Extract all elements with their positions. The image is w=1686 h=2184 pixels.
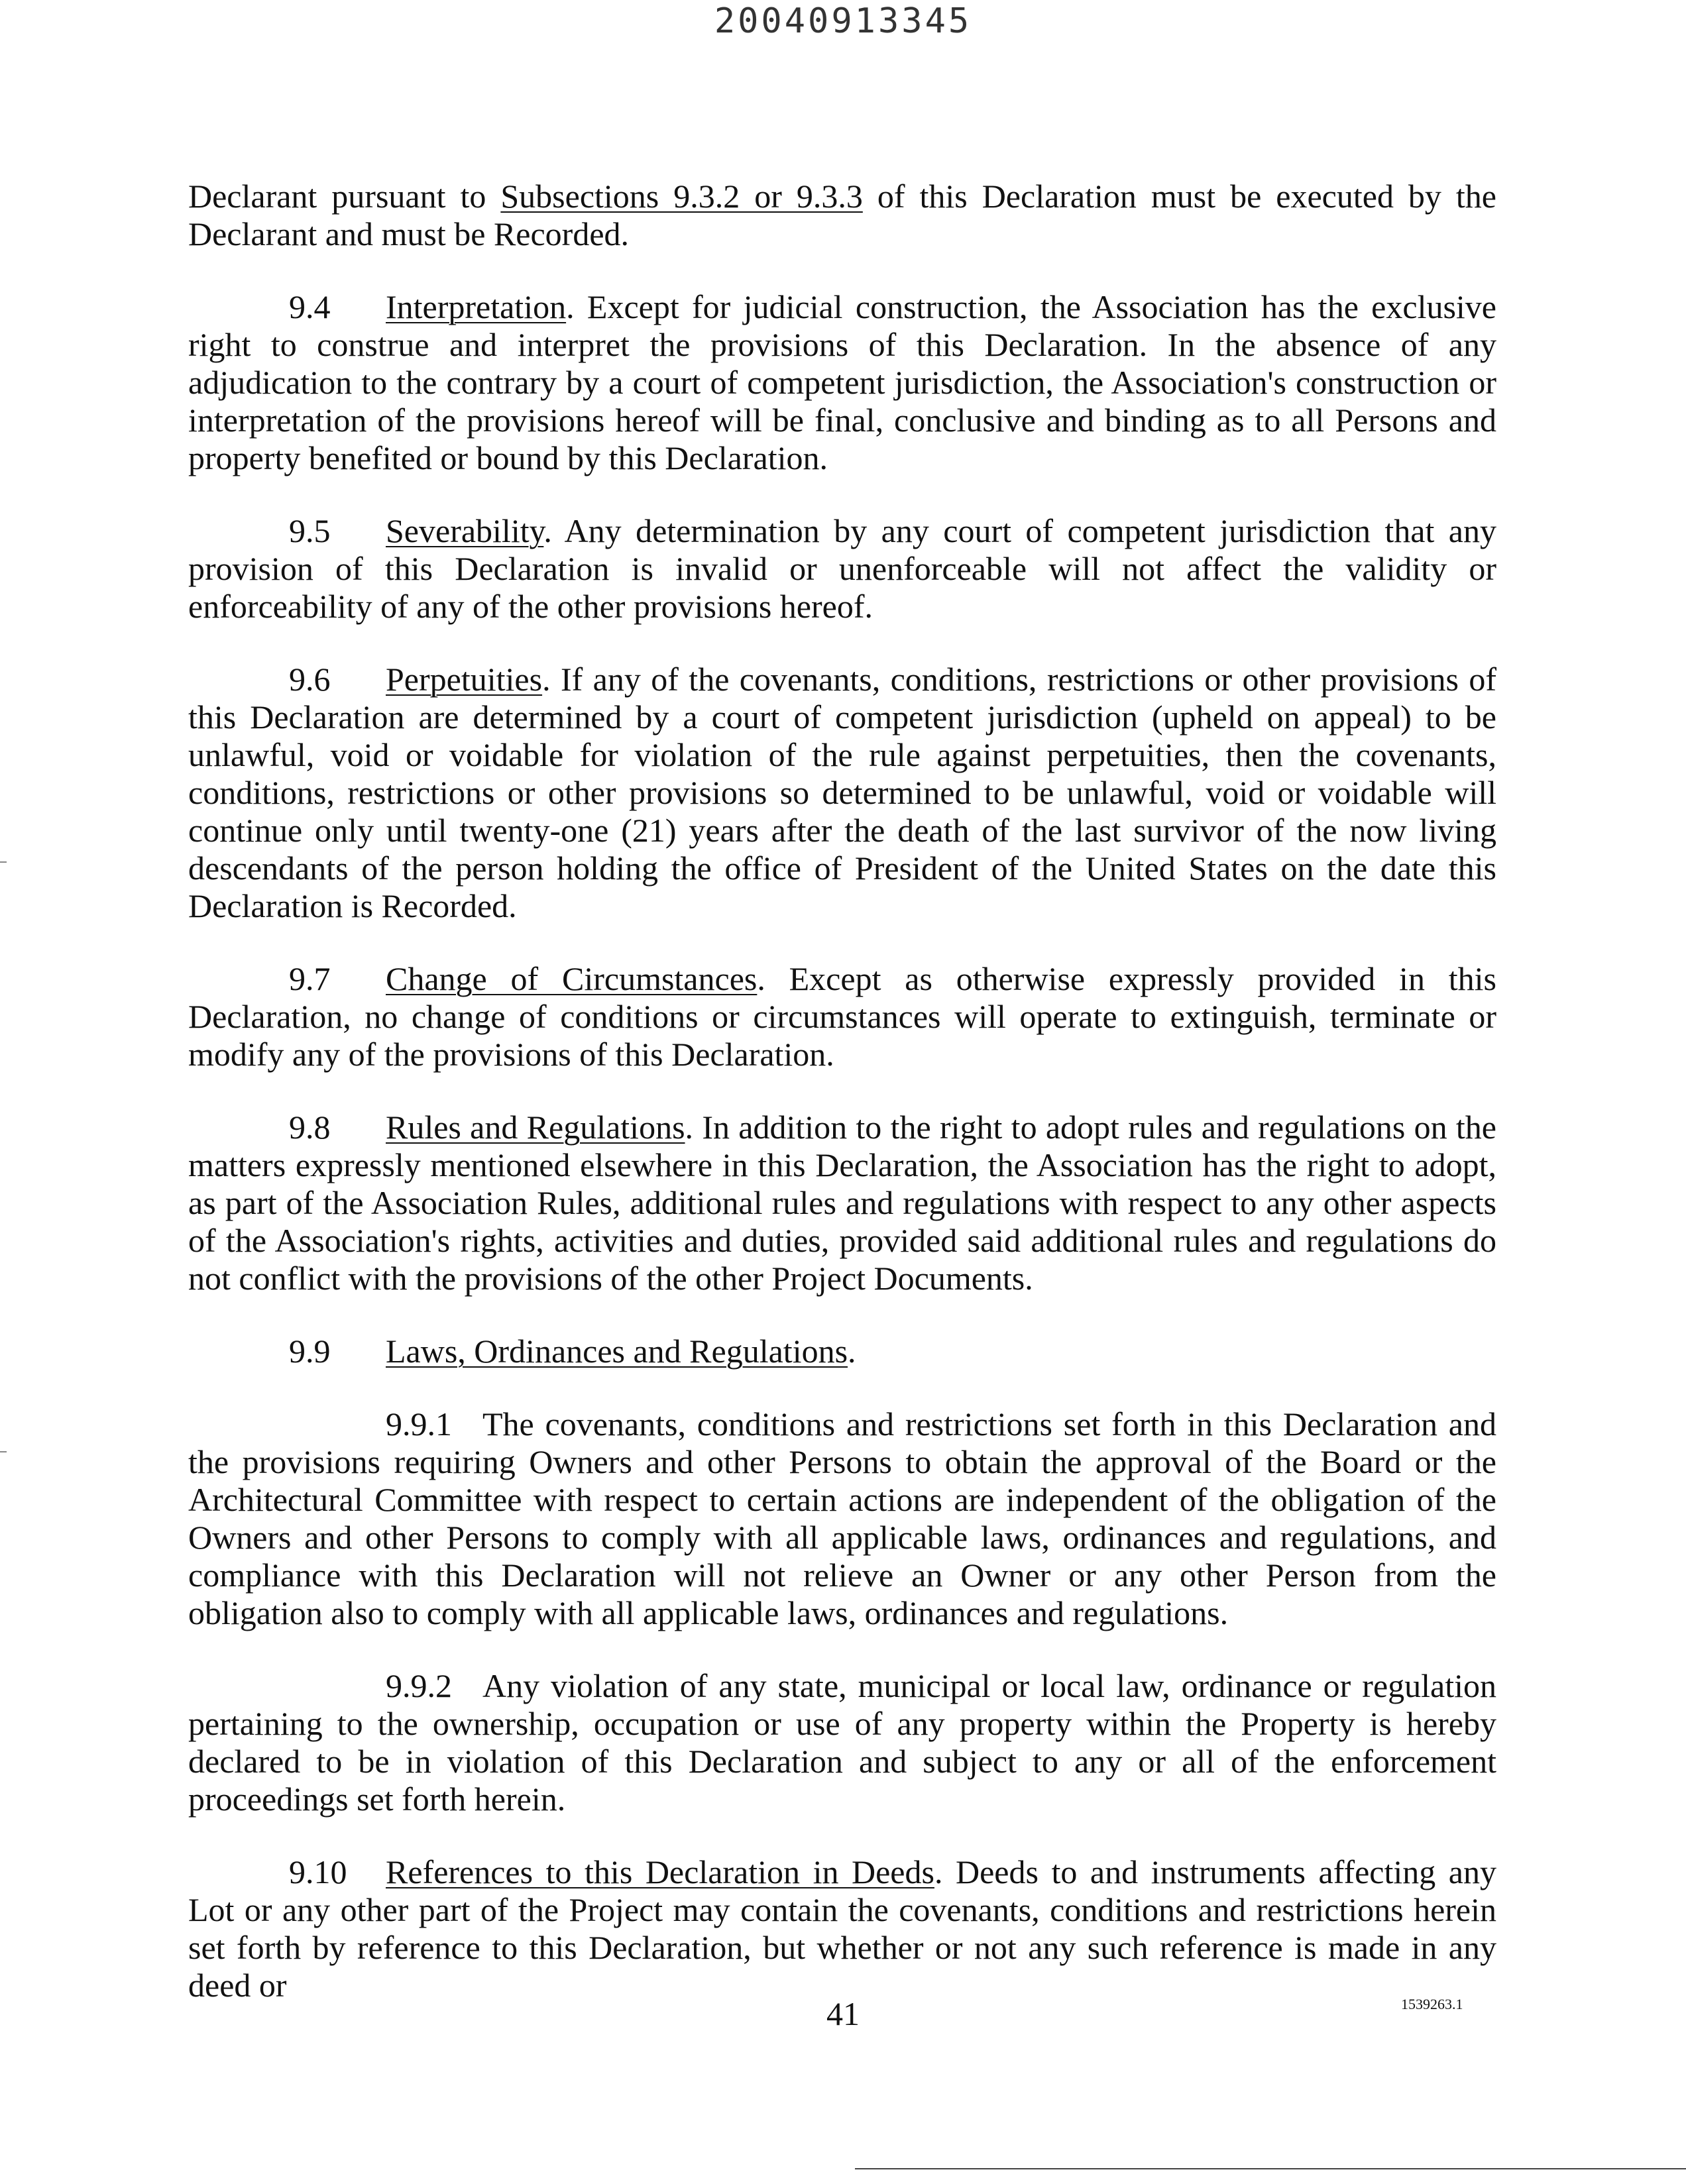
section-title: Rules and Regulations: [386, 1109, 685, 1146]
section-text: . Except as otherwise expressly provided in this Declaration, no change of conditions or circumstances will operate to extinguish, terminate or modify any of the provisions of this Declaration.: [188, 960, 1496, 1073]
document-body: [188, 178, 1496, 2040]
section-number: 9.10: [289, 1853, 347, 1890]
document-id: 1539263.1: [1401, 1996, 1463, 2012]
section-title: Laws, Ordinances and Regulations: [386, 1333, 848, 1370]
section-number: 9.6: [289, 661, 331, 698]
section-number: 9.4: [289, 288, 331, 325]
section-references-in-deeds: [188, 1853, 1496, 2004]
section-laws-ordinances: [188, 1333, 1496, 1370]
section-title: Change of Circumstances: [386, 960, 758, 997]
section-number: 9.7: [289, 960, 331, 997]
subsections-reference: Subsections 9.3.2 or 9.3.3: [500, 178, 863, 215]
scan-edge-mark: [0, 1451, 7, 1452]
section-change-of-circumstances: [188, 960, 1496, 1073]
intro-text-start: Declarant pursuant to: [188, 178, 501, 215]
section-title: Interpretation: [386, 288, 567, 325]
section-title: Perpetuities: [386, 661, 543, 698]
bottom-rule: [855, 2168, 1686, 2169]
section-interpretation: [188, 288, 1496, 477]
section-number: 9.5: [289, 512, 331, 549]
section-title: Severability: [386, 512, 544, 549]
subsection-9-9-1: [188, 1405, 1496, 1632]
page-number: 41: [826, 1995, 860, 2032]
section-number: 9.8: [289, 1109, 331, 1146]
section-severability: [188, 512, 1496, 626]
section-text: . In addition to the right to adopt rules and regulations on the matters expressly mentioned elsewhere in this Declaration, the Association has the right to adopt, as part of the Association Rules, additional rules and regulations with respect to any other aspects of the Association's rights, activities and duties, provided said additional rules and regulations do not conflict with the provisions of the other Project Documents.: [188, 1109, 1496, 1297]
subsection-9-9-2: [188, 1667, 1496, 1818]
section-number: 9.9: [289, 1333, 331, 1370]
section-rules-and-regulations: [188, 1109, 1496, 1297]
section-text: . Any determination by any court of competent jurisdiction that any provision of this Declaration is invalid or unenforceable will not affect the validity or enforceability of any of the other provisions hereof.: [188, 512, 1496, 625]
section-text: .: [848, 1333, 856, 1370]
recording-number: 20040913345: [714, 1, 972, 41]
section-title: References to this Declaration in Deeds: [386, 1853, 934, 1890]
subsection-number: 9.9.1: [386, 1405, 452, 1443]
section-text: . Deeds to and instruments affecting any Lot or any other part of the Project may contain the covenants, conditions and restrictions herein set forth by reference to this Declaration, but whether or not any such reference is made in any deed or: [188, 1853, 1497, 2004]
scan-edge-mark: [0, 861, 7, 863]
subsection-text: The covenants, conditions and restrictions set forth in this Declaration and the provisions requiring Owners and other Persons to obtain the approval of the Board or the Architectural Committee with respect to certain actions are independent of the obligation of the Owners and other Persons to comply with all applicable laws, ordinances and regulations, and compliance with this Declaration will not relieve an Owner or any other Person from the obligation also to comply with all applicable laws, ordinances and regulations.: [188, 1405, 1496, 1631]
intro-text-end: of this Declaration must be executed by the Declarant and must be Recorded.: [188, 178, 1496, 252]
intro-paragraph: [188, 178, 1496, 253]
section-text: . Except for judicial construction, the Association has the exclusive right to construe and interpret the provisions of this Declaration. In the absence of any adjudication to the contrary by a court of competent jurisdiction, the Association's construction or interpretation of the provisions hereof will be final, conclusive and binding as to all Persons and property benefited or bound by this Declaration.: [188, 288, 1496, 476]
subsection-text: Any violation of any state, municipal or local law, ordinance or regulation pertaining to the ownership, occupation or use of any property within the Property is hereby declared to be in violation of this Declaration and subject to any or all of the enforcement proceedings set forth herein.: [188, 1667, 1496, 1818]
section-text: . If any of the covenants, conditions, restrictions or other provisions of this Declaration are determined by a court of competent jurisdiction (upheld on appeal) to be unlawful, void or voidable for violation of the rule against perpetuities, then the covenants, conditions, restrictions or other provisions so determined to be unlawful, void or voidable will continue only until twenty-one (21) years after the death of the last survivor of the now living descendants of the person holding the office of President of the United States on the date this Declaration is Recorded.: [188, 661, 1496, 924]
subsection-number: 9.9.2: [386, 1667, 452, 1704]
section-perpetuities: [188, 661, 1496, 925]
